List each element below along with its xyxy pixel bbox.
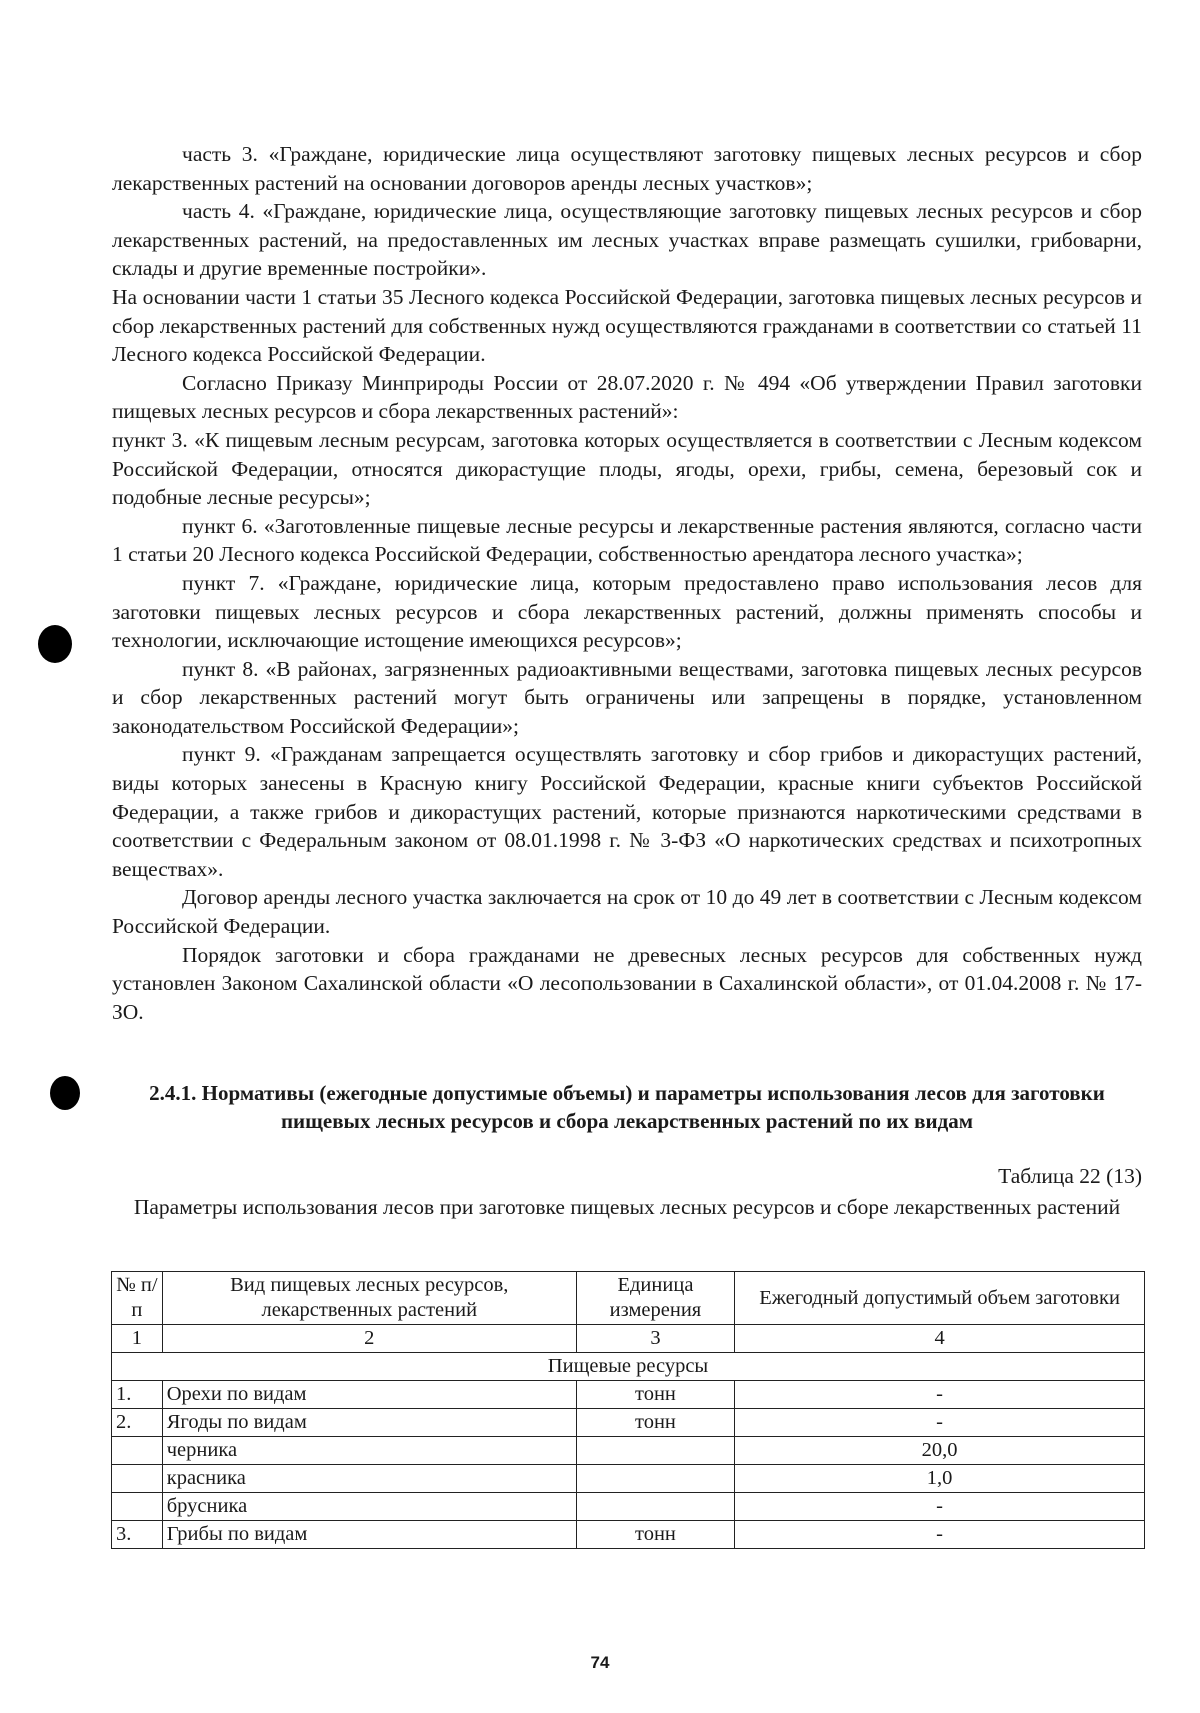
table-row [112, 1493, 1145, 1521]
table-number: Таблица 22 (13) [998, 1164, 1142, 1188]
row-number-cell [112, 1493, 163, 1521]
section-heading: 2.4.1. Нормативы (ежегодные допустимые объемы) и параметры использования лесов для заготовки пищевых лесных ресурсов и сбора лекарственных растений по их видам [149, 1081, 1105, 1133]
paragraph: Договор аренды лесного участка заключается на срок от 10 до 49 лет в соответствии с Лесным кодексом Российской Федерации. [112, 885, 1142, 939]
row-number-cell: 1. [112, 1381, 163, 1409]
paragraph: часть 3. «Граждане, юридические лица осуществляют заготовку пищевых лесных ресурсов и сбор лекарственных растений на основании договоров аренды лесных участков»; [112, 142, 1142, 195]
paragraph: пункт 9. «Гражданам запрещается осуществлять заготовку и сбор грибов и дикорастущих растений, виды которых занесены в Красную книгу Российской Федерации, красные книги субъектов Российской Федерации, а также грибов и дикорастущих растений, которые признаются наркотическими средствами в соответствии с Федеральным законом от 08.01.1998 г. № 3-ФЗ «О наркотических средствах и психотропных веществах». [112, 742, 1142, 881]
header-cell: Вид пищевых лесных ресурсов, лекарственных растений [162, 1272, 576, 1325]
resource-name-cell: черника [162, 1437, 576, 1465]
volume-cell: - [735, 1409, 1145, 1437]
table-caption: Параметры использования лесов при заготовке пищевых лесных ресурсов и сборе лекарственных растений [133, 1195, 1121, 1219]
resource-name-cell: Грибы по видам [162, 1521, 576, 1549]
unit-cell [576, 1493, 734, 1521]
column-number-cell: 3 [576, 1325, 734, 1353]
column-number-cell: 1 [112, 1325, 163, 1353]
resource-name-cell: красника [162, 1465, 576, 1493]
body-text [112, 140, 1142, 1026]
volume-cell: 20,0 [735, 1437, 1145, 1465]
row-number-cell [112, 1437, 163, 1465]
unit-cell: тонн [576, 1521, 734, 1549]
table-row [112, 1381, 1145, 1409]
volume-cell: - [735, 1521, 1145, 1549]
paragraph: Порядок заготовки и сбора гражданами не древесных лесных ресурсов для собственных нужд установлен Законом Сахалинской области «О лесопользовании в Сахалинской области», от 01.04.2008 г. № 17-ЗО. [112, 942, 1142, 1024]
volume-cell: - [735, 1493, 1145, 1521]
resource-name-cell: брусника [162, 1493, 576, 1521]
paragraph: пункт 6. «Заготовленные пищевые лесные ресурсы и лекарственные растения являются, согласно части 1 статьи 20 Лесного кодекса Российской Федерации, собственностью арендатора лесного участка»; [112, 513, 1142, 567]
paragraph: пункт 3. «К пищевым лесным ресурсам, заготовка которых осуществляется в соответствии с Лесным кодексом Российской Федерации, относятся дикорастущие плоды, ягоды, орехи, грибы, семена, березовый сок и подобные лесные ресурсы»; [112, 427, 1142, 510]
unit-cell: тонн [576, 1381, 734, 1409]
paragraph: Согласно Приказу Минприроды России от 28.07.2020 г. № 494 «Об утверждении Правил заготовки пищевых лесных ресурсов и сбора лекарственных растений»: [112, 370, 1142, 424]
group-row [112, 1353, 1145, 1381]
volume-cell: 1,0 [735, 1465, 1145, 1493]
row-number-cell [112, 1465, 163, 1493]
binder-hole-mark [50, 1076, 80, 1110]
group-label: Пищевые ресурсы [112, 1353, 1145, 1381]
table-row [112, 1437, 1145, 1465]
header-cell: Единица измерения [576, 1272, 734, 1325]
binder-hole-mark [38, 625, 72, 663]
column-number-cell: 2 [162, 1325, 576, 1353]
unit-cell [576, 1437, 734, 1465]
paragraph: На основании части 1 статьи 35 Лесного кодекса Российской Федерации, заготовка пищевых лесных ресурсов и сбор лекарственных растений для собственных нужд осуществляются гражданами в соответствии со статьей 11 Лесного кодекса Российской Федерации. [112, 284, 1142, 367]
row-number-cell: 3. [112, 1521, 163, 1549]
table-row [112, 1409, 1145, 1437]
paragraph: часть 4. «Граждане, юридические лица, осуществляющие заготовку пищевых лесных ресурсов и сбор лекарственных растений, на предоставленных им лесных участках вправе размещать сушилки, грибоварни, склады и другие временные постройки». [112, 199, 1142, 281]
paragraph: пункт 7. «Граждане, юридические лица, которым предоставлено право использования лесов для заготовки пищевых лесных ресурсов и сбора лекарственных растений, должны применять способы и технологии, исключающие истощение имеющихся ресурсов»; [112, 570, 1142, 653]
table-header-row [112, 1272, 1145, 1325]
table-row [112, 1521, 1145, 1549]
column-number-row [112, 1325, 1145, 1353]
row-number-cell: 2. [112, 1409, 163, 1437]
resources-table [111, 1271, 1145, 1549]
header-cell: № п/п [112, 1272, 163, 1325]
header-cell: Ежегодный допустимый объем заготовки [735, 1272, 1145, 1325]
paragraph: пункт 8. «В районах, загрязненных радиоактивными веществами, заготовка пищевых лесных ресурсов и сбор лекарственных растений могут быть ограничены или запрещены в порядке, установленном законодательством Российской Федерации»; [112, 656, 1142, 738]
resource-name-cell: Орехи по видам [162, 1381, 576, 1409]
volume-cell: - [735, 1381, 1145, 1409]
unit-cell [576, 1465, 734, 1493]
page-number: 74 [590, 1653, 610, 1672]
column-number-cell: 4 [735, 1325, 1145, 1353]
resource-name-cell: Ягоды по видам [162, 1409, 576, 1437]
table-row [112, 1465, 1145, 1493]
unit-cell: тонн [576, 1409, 734, 1437]
